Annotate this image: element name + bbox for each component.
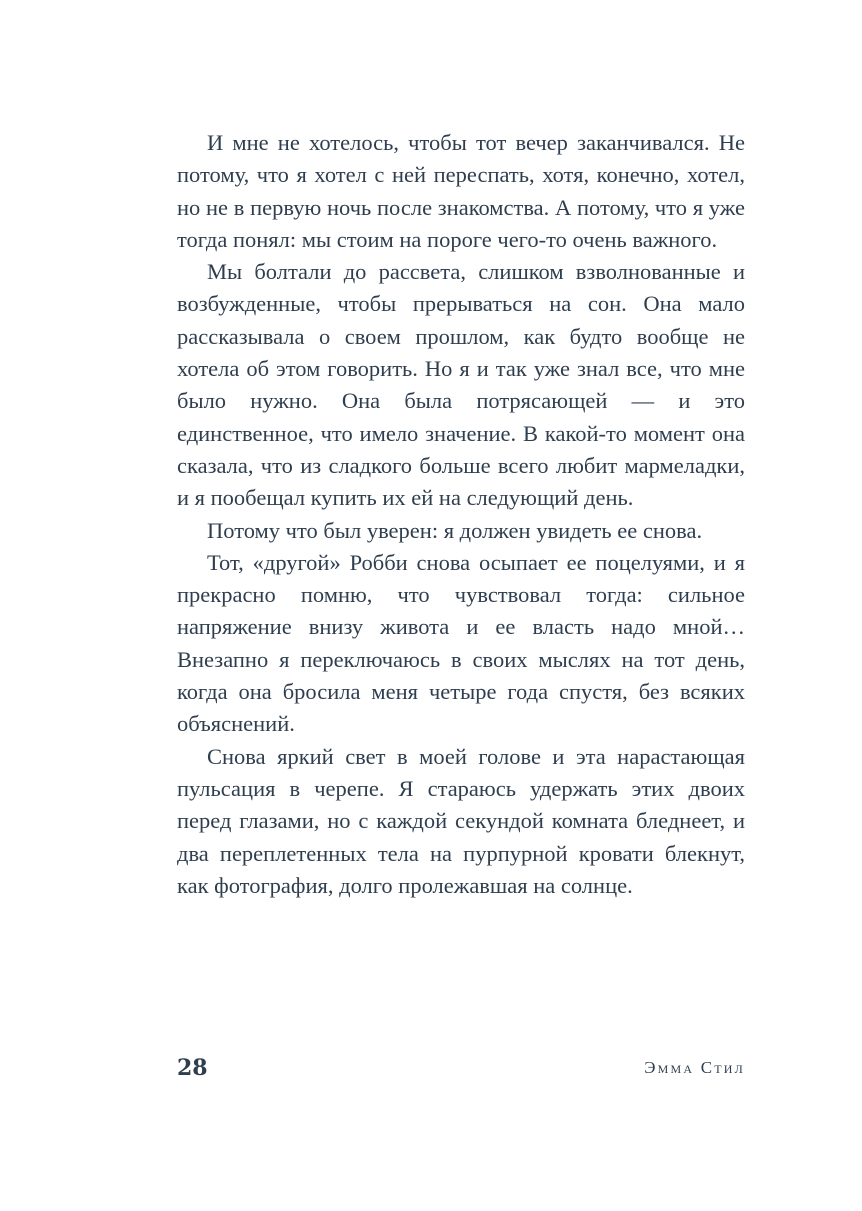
paragraph: Снова яркий свет в моей голове и эта нарастающая пульсация в черепе. Я стараюсь удержать этих двоих перед глазами, но с каждой секундой комната бледнеет, и два переплетенных тела на пурпурной кровати блекнут, как фотография, долго пролежавшая на солнце. — [177, 743, 745, 898]
page-footer — [177, 1053, 745, 1083]
body-text — [177, 127, 745, 902]
paragraph: Мы болтали до рассвета, слишком взволнованные и возбужденные, чтобы прерываться на сон. Она мало рассказывала о своем прошлом, как будто вообще не хотела об этом говорить. Но я и так уже знал все, что мне было нужно. Она была потрясающей — и это единственное, что имело значение. В какой-то момент она сказала, что из сладкого больше всего любит мармеладки, и я пообещал купить их ей на следующий день. — [177, 259, 745, 511]
paragraph: Потому что был уверен: я должен увидеть ее снова. — [207, 517, 703, 543]
page-number: 28 — [177, 1055, 208, 1081]
paragraph: И мне не хотелось, чтобы тот вечер заканчивался. Не потому, что я хотел с ней переспать, хотя, конечно, хотел, но не в первую ночь после знакомства. А потому, что я уже тогда понял: мы стоим на пороге чего-то очень важного. — [177, 130, 745, 252]
paragraph: Тот, «другой» Робби снова осыпает ее поцелуями, и я прекрасно помню, что чувствовал тогда: сильное напряжение внизу живота и ее власть надо мной… Внезапно я переключаюсь в своих мыслях на тот день, когда она бросила меня четыре года спустя, без всяких объяснений. — [177, 549, 745, 737]
running-head-author: Эмма Стил — [644, 1058, 745, 1077]
